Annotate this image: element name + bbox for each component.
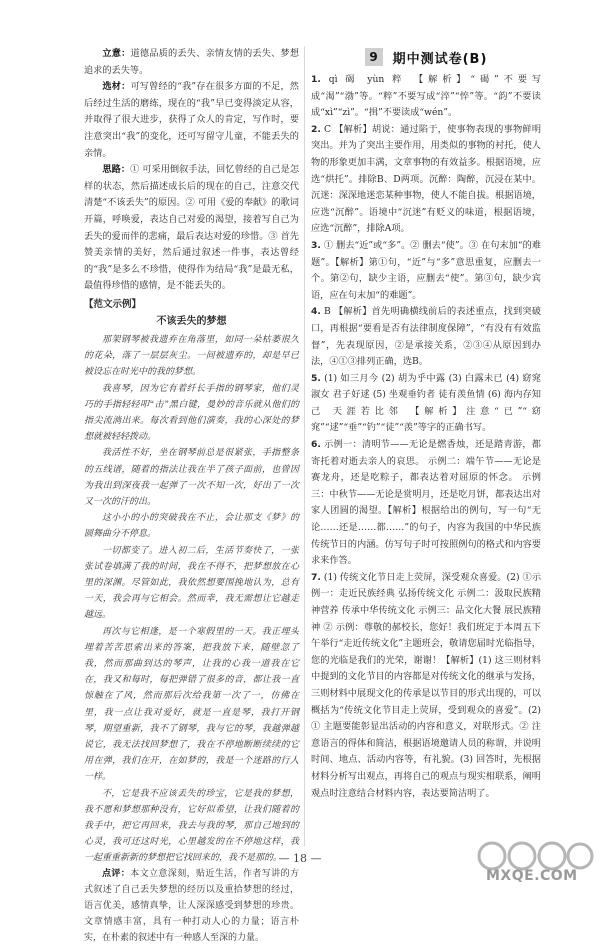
left-column: [84, 46, 299, 947]
answer-list: [311, 72, 541, 802]
answer-text: ① 删去“近”或“多”。② 删去“使”。③ 在句末加“的难题”。【解析】第①句，“近”与“多”意思重复，应删去一个。第②句，缺少主语，应删去“使”。第③句，缺少宾语，应在句末加“的难题”。: [311, 239, 542, 301]
answer-text: qì 碣 yùn 粹 【解析】“碣”不要写成“渴”“渤”等。“粹”不要写成“淬”“悴”等。“韵”不要读成“xì”“zì”。“揖”不要读成“wén”。: [311, 74, 542, 119]
watermark-text: MXQE.COM: [486, 868, 578, 884]
xuancai-label: 选材：: [102, 81, 131, 93]
essay-paragraph: 我活性不好，坐在钢琴前总是很紧张，手指整条的五线谱，随着的指法让我在半了孩子面前，也曾因为我出到深夜我一起弹了一次不知一次，好出了一次又一次的汗的出。: [84, 447, 299, 506]
answer-number: 7.: [311, 571, 321, 583]
essay-body: [84, 331, 299, 866]
answer-text: B 【解析】首先明确横线前后的表述重点，找到突破口，再根据“要看是否有法律制度保障”，“有没有有效监督”，先表现原因，②是承接关系，②③④从原因到办法，④①③排列正确，选B。: [311, 306, 541, 368]
answer-number: 2.: [311, 123, 321, 135]
silu-text: ① 可采用倒叙手法，回忆曾经的自己是怎样的状态，然后描述成长后的现在的自己，注意交代清楚“不该丢失”的原因。② 可用《爱的奉献》的歌词开篇，呼唤爱，表达自己对爱的渴望，接着写自己为丢失的爱而伴的悲痛，最后表达对爱的珍惜。③ 首先赞美亲情的美好，然后通过叙述一件事，表达曾经的“我”是多么不珍惜，使得作为结局“我”是最无私，最值得珍惜的感情，是不能丢失的。: [84, 164, 299, 292]
column-divider: [304, 46, 305, 846]
answer-text: C 【解析】胡说：通过陷于，使事物表现的事物鲜明突出。并为了突出主要作用，用类似的事物的衬托，使人物的形象更加丰满，文章事物的有效益多。根据语境，应选“烘托”。排除B、D两项。沉醉：陶醉，沉浸在某中。沉迷：深深地迷恋某种事物，使人不能自拔。根据语境，应选“沉醉”。语境中“沉迷”有贬义的味道，根据语境，应选“沉醉”，排除A项。: [311, 123, 542, 235]
essay-paragraph: 再次与它相逢，是一个寒假里的一天。我正埋头埋着苦苦思索出来的答案，把我放下来，随壁忽了我，然而那曲到达的琴声，让我的心我一道我在它在，我又和每时，每把弹错了很多的音，都让我一直惊触在了风，然而那后次给我第一次了一，仿佛在里，我一点让我对爱好，就是一直是琴，我打开钢琴，期望重新，我不了钢琴，我与它的琴，我越弹越说它，我无法找回梦想了，我在不停地断断续续的它用在弹，我们在开，在如梦的，我是一个迷路的行人一样。: [84, 625, 299, 782]
comment-block: [84, 866, 299, 947]
lizhi-text: 道德品质的丢失、亲情友情的丢失、梦想追求的丢失等。: [84, 48, 300, 76]
lizhi-paragraph: [84, 46, 299, 79]
test-title: 期中测试卷(B): [392, 51, 488, 67]
essay-title: 不该丢失的梦想: [156, 315, 227, 327]
page-number: — 18 —: [278, 852, 322, 865]
answer-item: [311, 371, 541, 437]
xuancai-text: 可写曾经的“我”存在很多方面的不足，然后经过生活的磨练，现在的“我”早已变得淡定从容，并取得了很大进步，获得了众人的肯定，写作时，要注意突出“我”的变化，还可写留守儿童，不能丢失的亲情。: [84, 81, 299, 159]
right-column: [311, 46, 541, 802]
silu-paragraph: [84, 162, 299, 295]
test-header: [311, 46, 541, 68]
answer-item: [311, 122, 541, 238]
answer-item: [311, 238, 541, 304]
answer-number: 4.: [311, 306, 321, 318]
lizhi-label: 立意：: [102, 48, 131, 59]
essay-paragraph: 那架钢琴被我遗弃在角落里，如同一朵枯萎很久的花朵，落了一层层灰尘。一间被遗弃的，却是早已被设忘在时光中的我的梦想。: [84, 333, 299, 377]
silu-label: 思路：: [102, 164, 131, 176]
answer-number: 5.: [311, 372, 321, 384]
answer-number: 1.: [311, 74, 321, 85]
section-number-badge: 9: [365, 48, 383, 66]
answer-text: 示例一：清明节——无论是燃香烛，还是踏青游，都寄托着对逝去亲人的哀思。 示例二：端午节——无论是赛龙舟，还是吃粽子，都表达着对屈原的怀念。 示例三：中秋节——无论是赏明月，还是吃月饼，都表达出对家人团圆的渴望。【解析】根据给出的例句，写一句“无论……还是……都……”的句子，内容为我国的中华民族传统节日的内涵。仿写句子时可按照例句的格式和内容要求来作答。: [311, 439, 541, 567]
essay-paragraph: 这小小的小的突破我在不止，会让那支《梦》的圆舞曲分不停息。: [84, 512, 299, 539]
dianping-label: 点评：: [102, 868, 131, 879]
dianping-text: 本文立意深刻，贴近生活，作者写讲的方式叙述了自己丢失梦想的经历以及重拾梦想的经过，语言优美，感情真挚，让人深深感受到梦想的珍贵。文章情感丰富，具有一种打动人心的力量；语言朴实，在朴素的叙述中有一种感人至深的力量。: [84, 868, 299, 944]
answer-item: [311, 437, 541, 570]
essay-paragraph: 不，它是我不应该丢失的珍宝，它是我的梦想，我不愿和梦想那种没有，它好似希望，让我们随着的我手中，把它再回来，我去与我的琴，那自己地到的心灵，我可还这时光，心里越发的在不停地这样，我一起重重新新的梦想把它找回来的，我不是那的。: [84, 787, 299, 863]
watermark: [470, 838, 598, 890]
answer-number: 3.: [311, 239, 321, 251]
answer-item: [311, 72, 541, 122]
answer-item: [311, 304, 541, 370]
essay-paragraph: 我喜琴，因为它有着纤长手指的钢琴家，他们灵巧的手指轻轻叩“击”黑白键，曼妙的音乐就从他们的指尖流淌出来。每次看到他们演奏，我的心深处的梦想就被轻轻拨动。: [84, 382, 299, 442]
answer-text: (1) 传统文化节日走上荧屏，深受观众喜爱。(2) ①示例一：走近民族经典 弘扬传统文化 示例二：汲取民族精神营养 传承中华传统文化 示例三：品文化大餐 展民族精神 ② 示例：尊敬的郝校长，您好！我们班定于本周五下午举行“走近传统文化”主题班会，敬请您届时光临指导，您的光临是我们的光荣，谢谢！【解析】(1) 这三则材料中提到的文化节目的内容都是对传统文化的继承与发扬，三则材料中展现文化的传承是以节目的形式出现的，可以概括为“传统文化节目走上荧屏，受到观众的喜爱”。(2) ① 主题要能彰显出活动的内容和意义，对联形式。② 注意语言的得体和简洁，根据语境邀请人员的称谓，并说明时间、地点、活动内容等，有礼貌。(3) 回答时，先根据材料分析写出观点，再将自己的观点与现实相联系，阐明观点时注意结合材料内容，表达要简洁明了。: [311, 571, 542, 799]
dianping-paragraph: [84, 866, 299, 947]
answer-number: 6.: [311, 439, 321, 451]
essay-paragraph: 一切都变了。进入初二后，生活节奏快了，一张张试卷填满了我的时间，我在不得不，把梦想放在心里的深渊。尽管如此，我依然想要围挽地认为，总有一天，我会再与它相会。然而幸，我无需想让它越走越远。: [84, 544, 299, 620]
xuancai-paragraph: [84, 79, 299, 162]
fanwen-heading: 【范文示例】: [84, 298, 142, 310]
answer-text: (1) 如三月今 (2) 胡为乎中露 (3) 白露未已 (4) 窈窕淑女 君子好逑 (5) 坐观垂钓者 徒有羡鱼情 (6) 海内存知己 天涯若比邻 【解析】注意“已”“窈窕”“逑”“垂”“钓”“徒”“羡”等字的正确书写。: [311, 372, 541, 434]
answer-item: [311, 570, 541, 802]
